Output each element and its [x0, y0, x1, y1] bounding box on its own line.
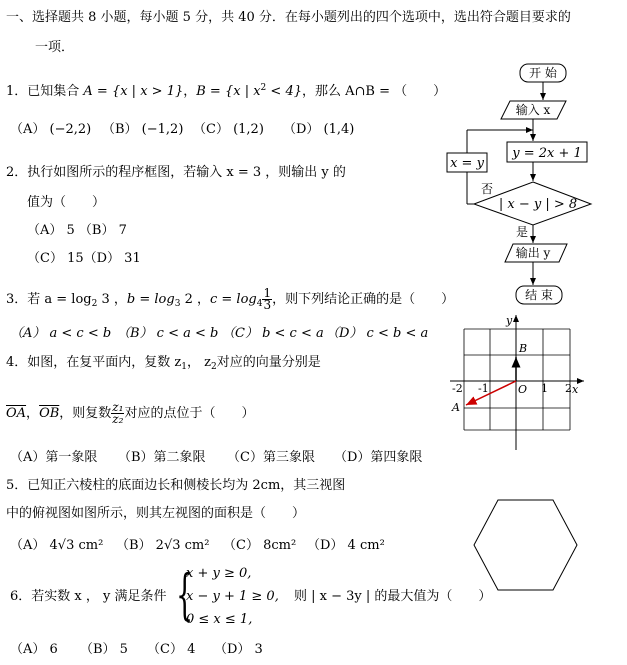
q2-stem-line1: 2．执行如图所示的程序框图，若输入 x = 3 ，则输出 y 的	[6, 165, 346, 180]
tick-x-1: 1	[541, 382, 548, 395]
x-axis-label: x	[572, 383, 579, 396]
flow-process-box	[507, 142, 587, 162]
q3-option-c: （C） b < c < a	[222, 326, 324, 341]
flow-output-box	[505, 244, 567, 262]
q6-option-d: （D） 3	[214, 642, 263, 657]
q5-option-c: （C） 8cm²	[223, 538, 297, 553]
vector-oa	[466, 381, 516, 405]
q3-stem: 3．若 $a = \log_2 3$ ，$b = \log_3 2$ ，$c = \log_4$ $\frac{1}{3}$ ，则下列结论正确的是（ ）	[6, 286, 455, 312]
q2-stem-line2: 值为（ ）	[27, 195, 106, 210]
flow-loop-box	[447, 153, 487, 172]
origin-label: O	[518, 383, 528, 396]
flow-condition-diamond	[474, 182, 591, 225]
q2-options-line1: （A） 5 （B） 7	[27, 223, 127, 238]
section-heading-line2: 一项．	[35, 40, 75, 55]
flow-end-label: 结 束	[525, 288, 553, 302]
q5-stem-line2: 中的俯视图如图所示，则其左视图的面积是（ ）	[6, 506, 306, 521]
flow-no-label: 否	[480, 182, 494, 196]
flow-loop-label: x = y	[450, 156, 484, 171]
q4-option-d: （D）第四象限	[334, 450, 423, 465]
tick-x-2: 2	[565, 382, 572, 395]
q5-option-b: （B） 2√3 cm²	[116, 538, 210, 553]
section-heading-line1: 一、选择题共 8 小题，每小题 5 分，共 40 分．在每小题列出的四个选项中，选出符合题目要求的	[6, 10, 571, 25]
q3-fraction: $\frac{1}{3}$	[263, 286, 272, 312]
q6-option-a: （A） 6	[10, 642, 58, 657]
tick-x-neg1: -1	[478, 382, 489, 395]
flow-input-label: 输入 x	[515, 103, 551, 117]
q4-fraction: $\frac{\text{z₁}}{\text{z₂}}$	[112, 400, 124, 426]
q6-stem-suffix: 则 | x − 3y | 的最大值为（ ）	[294, 589, 492, 604]
q4-option-a: （A）第一象限	[10, 450, 98, 465]
flow-output-label: 输出 y	[515, 246, 551, 260]
q4-stem-line1: 4．如图，在复平面内，复数 $z_1$， $z_2$对应的向量分别是	[6, 355, 321, 372]
q6-option-c: （C） 4	[147, 642, 196, 657]
flow-end-box	[516, 286, 562, 304]
q6-condition-2: x − y + 1 ≥ 0,	[186, 589, 279, 604]
q3-option-b: （B） c < a < b	[117, 326, 219, 341]
q1-option-c: （C） (1,2)	[193, 122, 264, 137]
point-b-label: B	[519, 342, 528, 355]
tick-x-neg2: -2	[452, 382, 463, 395]
q1-option-a: （A） (−2,2)	[10, 122, 92, 137]
flow-start-label: 开 始	[529, 66, 557, 80]
q3-option-a: （A） a < c < b	[10, 326, 112, 341]
q5-option-a: （A） 4√3 cm²	[10, 538, 104, 553]
q1-option-b: （B） (−1,2)	[102, 122, 184, 137]
q1-option-d: （D） (1,4)	[283, 122, 355, 137]
q6-brace: {	[176, 563, 194, 626]
q5-option-d: （D） 4 cm²	[307, 538, 385, 553]
q4-option-b: （B）第二象限	[118, 450, 206, 465]
flow-start-box	[520, 64, 566, 82]
q4-option-c: （C）第三象限	[227, 450, 315, 465]
flow-input-box	[501, 101, 566, 119]
point-a-label: A	[452, 401, 460, 414]
q6-condition-3: 0 ≤ x ≤ 1,	[186, 612, 253, 627]
q6-stem-prefix: 6．若实数 x ， y 满足条件	[10, 589, 167, 604]
q2-options-line2: （C） 15（D） 31	[27, 251, 141, 266]
q1-stem: 1．已知集合 A = {x | x > 1}，B = {x | $x^2 < 4$}，那么 A∩B = （ ）	[6, 83, 447, 99]
y-axis-label: y	[506, 314, 513, 327]
top-view-hexagon	[474, 500, 577, 590]
q6-option-b: （B） 5	[80, 642, 128, 657]
q3-option-d: （D） c < b < a	[326, 326, 429, 341]
flow-process-label: y = 2x + 1	[512, 146, 582, 161]
q6-condition-1: x + y ≥ 0,	[186, 566, 252, 581]
flow-condition-label: | x − y | > 8	[498, 197, 578, 212]
q5-stem-line1: 5．已知正六棱柱的底面边长和侧棱长均为 2cm，其三视图	[6, 478, 346, 493]
flow-yes-label: 是	[515, 225, 529, 239]
q4-stem-line2: $\overline{OA}$，$\overline{OB}$，则复数 $\frac{\text{z₁}}{\text{z₂}}$ 对应的点位于（ ）	[6, 400, 255, 426]
grid	[464, 329, 570, 430]
